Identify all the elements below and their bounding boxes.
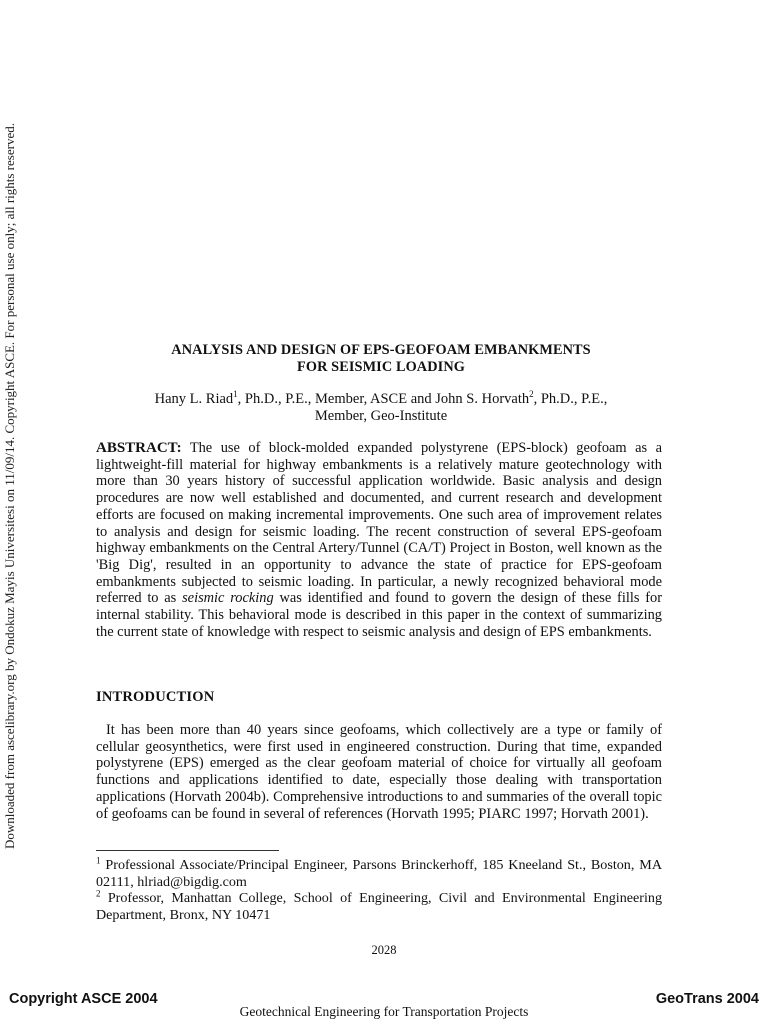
- author-1-name: Hany L. Riad: [154, 391, 234, 407]
- author-1-credentials: , Ph.D., P.E., Member, ASCE and John S. Horvath: [237, 391, 530, 407]
- footnote-1-text: Professional Associate/Principal Engineer, Parsons Brinckerhoff, 185 Kneeland St., Boston, MA 02111, hlriad@bigdig.com: [96, 857, 662, 890]
- page-number: 2028: [371, 943, 397, 957]
- footnote-2: [96, 890, 662, 924]
- abstract-paragraph: [96, 440, 662, 640]
- footer-copyright: Copyright ASCE 2004: [9, 991, 158, 1007]
- introduction-paragraph: It has been more than 40 years since geofoams, which collectively are a type or family of cellular geosynthetics, were first used in engineered construction. During that time, expanded polystyrene (EPS) emerged as the clear geofoam material of choice for virtually all geofoam functions and applications identified to date, especially those dealing with transportation applications (Horvath 2004b). Comprehensive introductions to and summaries of the overall topic of geofoams can be found in several of references (Horvath 1995; PIARC 1997; Horvath 2001).: [96, 722, 662, 822]
- footnote-2-mark: 2: [96, 888, 101, 899]
- author-2-footnote-mark: 2: [529, 389, 534, 400]
- author-2-credentials: , Ph.D., P.E.,: [533, 391, 608, 407]
- footer-journal-title: Geotechnical Engineering for Transportation Projects: [239, 1004, 529, 1019]
- introduction-heading: INTRODUCTION: [96, 689, 215, 705]
- author-line-1: [96, 390, 666, 408]
- author-line-2: Member, Geo-Institute: [314, 408, 448, 424]
- footnote-1-mark: 1: [96, 855, 101, 866]
- footer-conference: GeoTrans 2004: [655, 991, 759, 1007]
- abstract-emphasis: seismic rocking: [182, 590, 274, 607]
- paper-title-line-2: FOR SEISMIC LOADING: [297, 359, 465, 375]
- footnote-2-text: Professor, Manhattan College, School of Engineering, Civil and Environmental Engineering Department, Bronx, NY 10471: [96, 890, 662, 923]
- abstract-text-1: The use of block-molded expanded polystyrene (EPS-block) geofoam as a lightweight-fill material for highway embankments is a relatively mature geotechnology with more than 30 years history of successful application worldwide. Basic analysis and design procedures are now well established and documented, and current research and development efforts are focused on making incremental improvements. One such area of improvement relates to analysis and design for seismic loading. The recent construction of several EPS-geofoam highway embankments on the Central Artery/Tunnel (CA/T) Project in Boston, well known as the 'Big Dig', resulted in an opportunity to advance the state of practice for EPS-geofoam embankments subjected to seismic loading. In particular, a newly recognized behavioral mode referred to as: [96, 440, 662, 607]
- abstract-label: ABSTRACT:: [96, 440, 182, 456]
- footnote-divider: [96, 850, 279, 851]
- paper-title-line-1: ANALYSIS AND DESIGN OF EPS-GEOFOAM EMBANKMENTS: [171, 342, 591, 358]
- footnote-1: [96, 857, 662, 891]
- abstract-text-2: was identified and found to govern the design of these fills for internal stability. This behavioral mode is described in this paper in the context of summarizing the current state of knowledge with respect to seismic analysis and design of EPS embankments.: [96, 590, 663, 640]
- author-1-footnote-mark: 1: [233, 389, 238, 400]
- download-notice: Downloaded from ascelibrary.org by Ondokuz Mayis Universitesi on 11/09/14. Copyright ASCE. For personal use only; all rights reserved.: [2, 123, 17, 849]
